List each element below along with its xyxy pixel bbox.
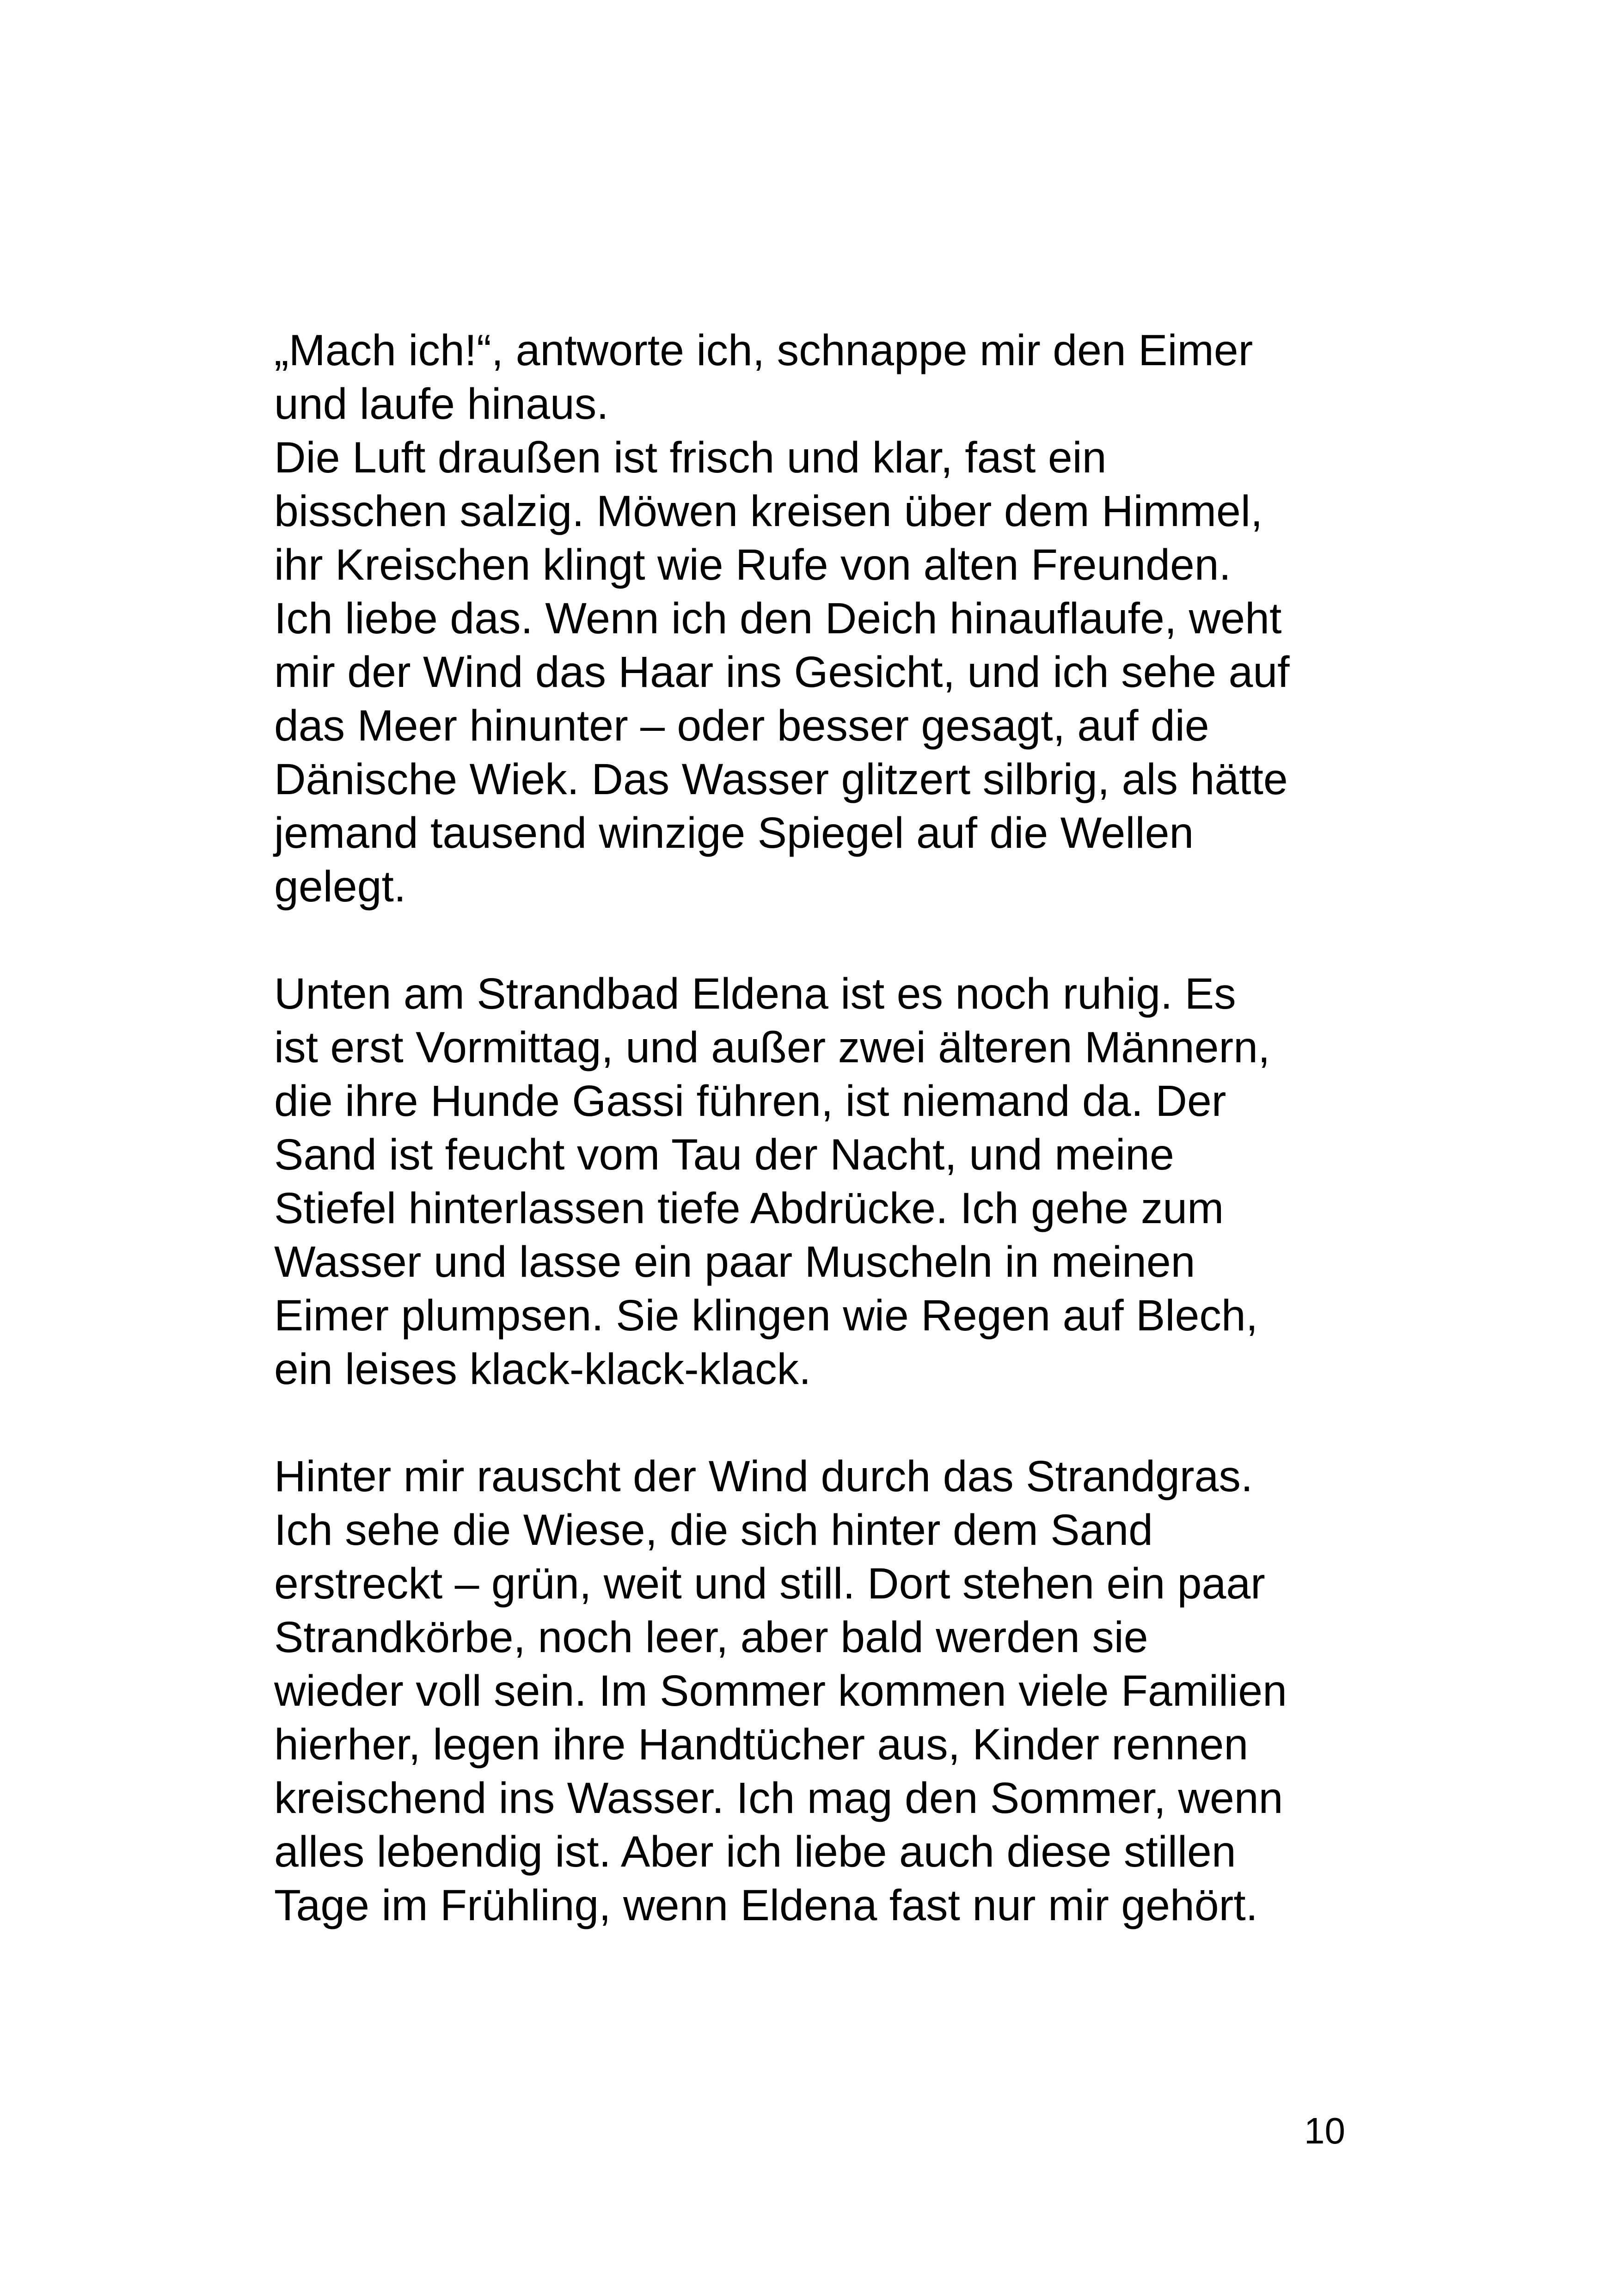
text-line: Ich sehe die Wiese, die sich hinter dem Sand [274,1506,1153,1555]
text-line: mir der Wind das Haar ins Gesicht, und ich sehe auf [274,648,1290,697]
text-line: alles lebendig ist. Aber ich liebe auch diese stillen [274,1827,1236,1876]
text-line: Tage im Frühling, wenn Eldena fast nur mir gehört. [274,1881,1258,1930]
paragraph [274,967,1384,1396]
text-line: Hinter mir rauscht der Wind durch das Strandgras. [274,1452,1253,1501]
text-line: Wasser und lasse ein paar Muscheln in meinen [274,1237,1195,1286]
paragraph [274,324,1384,913]
text-line: Unten am Strandbad Eldena ist es noch ruhig. Es [274,969,1236,1018]
text-line: ist erst Vormittag, und außer zwei älteren Männern, [274,1023,1270,1072]
text-line: das Meer hinunter – oder besser gesagt, auf die [274,701,1209,750]
text-line: wieder voll sein. Im Sommer kommen viele Familien [274,1666,1287,1715]
text-line: ihr Kreischen klingt wie Rufe von alten Freunden. [274,540,1232,589]
text-line: „Mach ich!“, antworte ich, schnappe mir den Eimer [274,326,1253,375]
text-line: kreischend ins Wasser. Ich mag den Sommer, wenn [274,1774,1283,1823]
text-line: gelegt. [274,862,406,911]
page-number: 10 [1304,2110,1345,2151]
text-line: erstreckt – grün, weit und still. Dort stehen ein paar [274,1559,1265,1608]
text-line: bisschen salzig. Möwen kreisen über dem Himmel, [274,487,1263,536]
text-line: Sand ist feucht vom Tau der Nacht, und meine [274,1130,1174,1179]
text-line: die ihre Hunde Gassi führen, ist niemand da. Der [274,1077,1226,1126]
text-line: Die Luft draußen ist frisch und klar, fast ein [274,433,1107,482]
body-text [274,324,1384,1932]
text-line: Stiefel hinterlassen tiefe Abdrücke. Ich gehe zum [274,1184,1224,1233]
paragraph [274,1450,1384,1932]
text-line: und laufe hinaus. [274,380,609,429]
text-line: Dänische Wiek. Das Wasser glitzert silbrig, als hätte [274,755,1288,804]
text-line: Ich liebe das. Wenn ich den Deich hinauflaufe, weht [274,594,1282,643]
text-line: hierher, legen ihre Handtücher aus, Kinder rennen [274,1720,1249,1769]
text-line: ein leises klack-klack-klack. [274,1345,811,1394]
text-line: Strandkörbe, noch leer, aber bald werden sie [274,1613,1148,1662]
text-line: Eimer plumpsen. Sie klingen wie Regen auf Blech, [274,1291,1258,1340]
text-line: jemand tausend winzige Spiegel auf die Wellen [274,808,1194,857]
